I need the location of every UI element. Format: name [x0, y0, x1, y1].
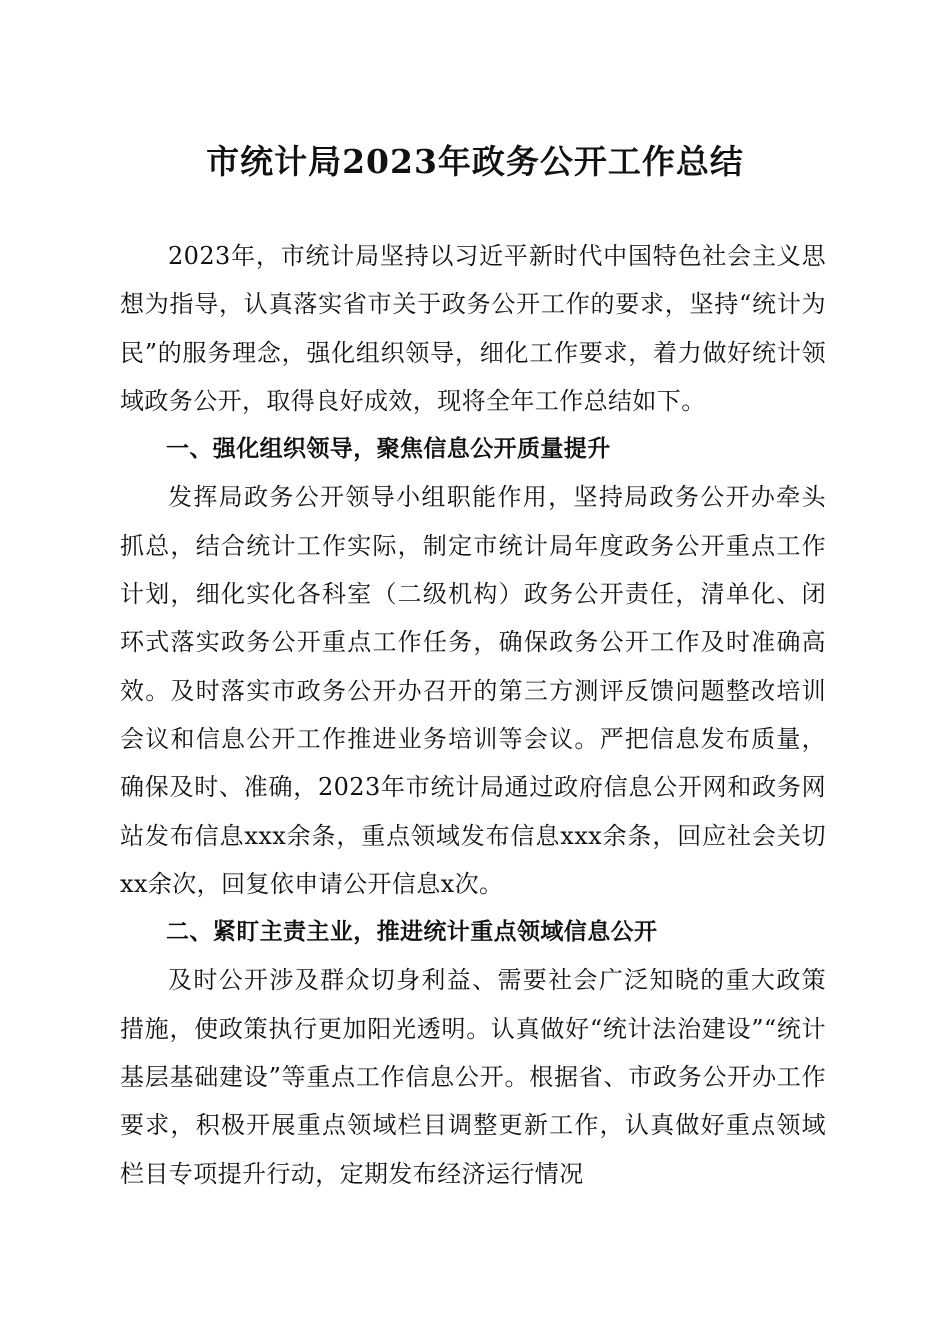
section-heading-1: 一、强化组织领导，聚焦信息公开质量提升: [166, 436, 611, 463]
intro-paragraph: 2023年，市统计局坚持以习近平新时代中国特色社会主义思想为指导，认真落实省市关于政务公开工作的要求，坚持“统计为民”的服务理念，强化组织领导，细化工作要求，着力做好统计领域政务公开，取得良好成效，现将全年工作总结如下。: [120, 242, 826, 415]
section-paragraph-2: 及时公开涉及群众切身利益、需要社会广泛知晓的重大政策措施，使政策执行更加阳光透明。认真做好“统计法治建设”“统计基层基础建设”等重点工作信息公开。根据省、市政务公开办工作要求，积极开展重点领域栏目调整更新工作，认真做好重点领域栏目专项提升行动，定期发布经济运行情况: [120, 966, 826, 1188]
document-body: [120, 232, 826, 1198]
section-heading-2: 二、紧盯主责主业，推进统计重点领域信息公开: [166, 919, 658, 946]
document-title: 市统计局2023年政务公开工作总结: [206, 142, 744, 181]
section-paragraph-1: 发挥局政务公开领导小组职能作用，坚持局政务公开办牵头抓总，结合统计工作实际，制定市统计局年度政务公开重点工作计划，细化实化各科室（二级机构）政务公开责任，清单化、闭环式落实政务公开重点工作任务，确保政务公开工作及时准确高效。及时落实市政务公开办召开的第三方测评反馈问题整改培训会议和信息公开工作推进业务培训等会议。严把信息发布质量，确保及时、准确，2023年市统计局通过政府信息公开网和政务网站发布信息xxx余条，重点领域发布信息xxx余条，回应社会关切xx余次，回复依申请公开信息x次。: [120, 483, 826, 898]
